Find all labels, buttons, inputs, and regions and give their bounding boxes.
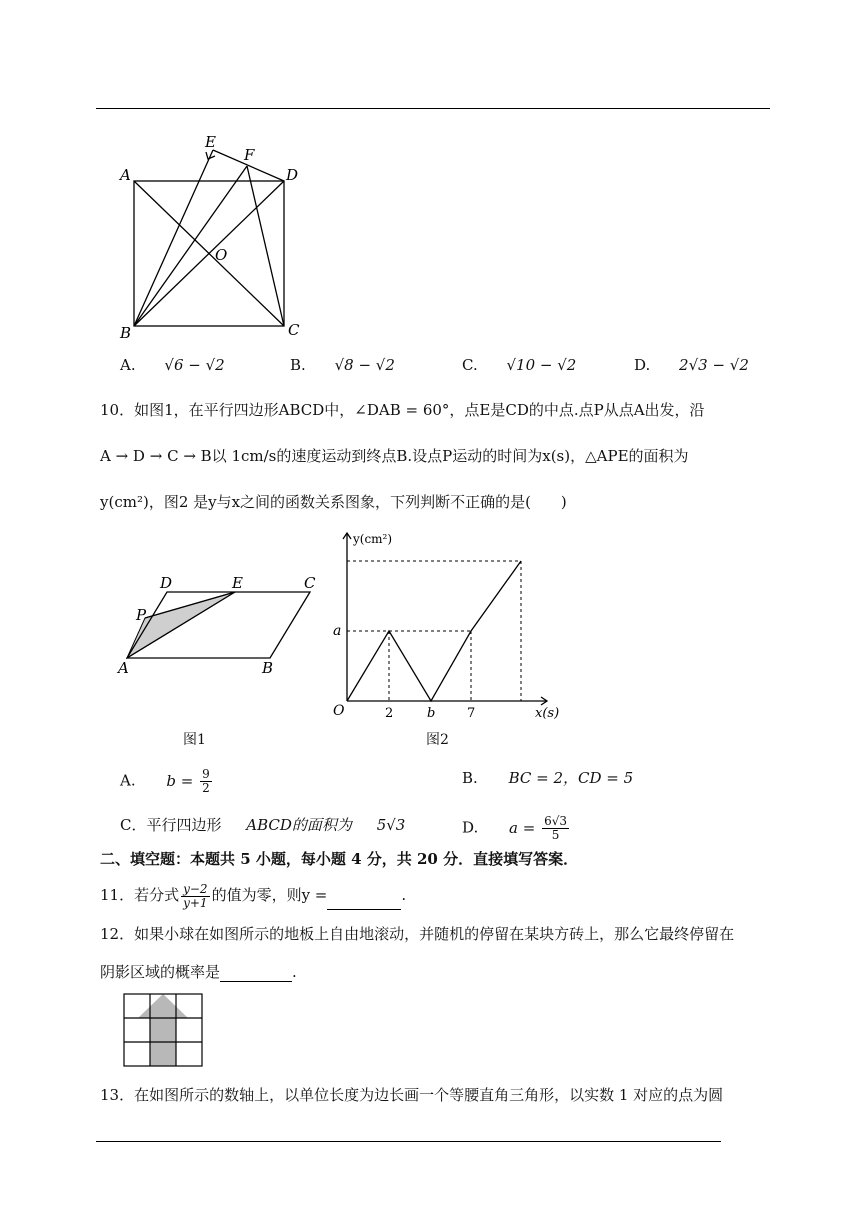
- label-O: O: [215, 246, 228, 264]
- label-E: E: [205, 133, 216, 151]
- function-graph: [325, 525, 565, 730]
- fraction: $\frac{9}{2}$: [202, 767, 210, 795]
- square-figure: [110, 130, 310, 345]
- q10-option-b[interactable]: B. BC = 2，CD = 5: [462, 769, 634, 787]
- q9-option-c[interactable]: C. √10 − √2: [462, 356, 577, 374]
- q12-line-1: 12．如果小球在如图所示的地板上自由地滚动，并随机的停留在某块方砖上，那么它最终停留在: [100, 925, 735, 943]
- label-E: E: [232, 574, 243, 592]
- q9-option-d[interactable]: D. 2√3 − √2: [634, 356, 749, 374]
- label-C: C: [304, 574, 316, 592]
- q13-line-1: 13．在如图所示的数轴上，以单位长度为边长画一个等腰直角三角形，以实数 1 对应的点为圆: [100, 1086, 724, 1104]
- q12-line-2: 阴影区域的概率是 .: [100, 963, 297, 981]
- y-tick-a: a: [333, 623, 342, 639]
- label-D: D: [286, 166, 299, 184]
- x-axis-label: x(s): [535, 706, 560, 721]
- label-P: P: [136, 606, 147, 624]
- q10-option-a[interactable]: A. b = $\frac{9}{2}$: [120, 767, 210, 795]
- q11: 11．若分式 $\frac{y-2}{y+1}$ 的值为零，则y = .: [100, 881, 407, 910]
- y-axis-label: y(cm²): [353, 532, 393, 546]
- label-A: A: [118, 659, 129, 677]
- label-F: F: [244, 146, 255, 164]
- label-B: B: [262, 659, 274, 677]
- floor-tiles-figure: [120, 990, 206, 1070]
- x-tick-7: 7: [467, 706, 476, 721]
- label-C: C: [288, 321, 300, 339]
- label-B: B: [120, 324, 132, 342]
- header-rule: [96, 108, 770, 109]
- q10-option-c[interactable]: C．平行四边形 ABCD的面积为 5√3: [120, 816, 406, 834]
- origin-label: O: [333, 703, 345, 719]
- q10-line-3: y(cm²)，图2 是y与x之间的函数关系图象，下列判断不正确的是( ): [100, 493, 567, 511]
- q9-option-a[interactable]: A. √6 − √2: [120, 356, 225, 374]
- q10-option-d[interactable]: D. a = $\frac{6√3}{5}$: [462, 814, 568, 842]
- q10-line-2: A → D → C → B以 1cm/s的速度运动到终点B.设点P运动的时间为x(s)，△APE的面积为: [100, 447, 689, 465]
- footer-rule: [96, 1141, 721, 1142]
- parallelogram-figure: [110, 570, 330, 680]
- section-2-title: 二、填空题：本题共 5 小题，每小题 4 分，共 20 分．直接填写答案．: [100, 850, 579, 868]
- shaded-arrow: [138, 994, 188, 1066]
- answer-blank[interactable]: [327, 909, 401, 910]
- fraction: $\frac{6√3}{5}$: [544, 814, 568, 842]
- x-tick-b: b: [427, 706, 436, 721]
- q10-line-1: 10．如图1，在平行四边形ABCD中，∠DAB = 60°，点E是CD的中点.点P从点A出发，沿: [100, 401, 705, 419]
- answer-blank[interactable]: [220, 981, 292, 982]
- label-D: D: [160, 574, 173, 592]
- fig2-caption: 图2: [426, 732, 449, 748]
- q9-option-b[interactable]: B. √8 − √2: [290, 356, 395, 374]
- x-tick-2: 2: [385, 706, 394, 721]
- fraction: $\frac{y-2}{y+1}$: [183, 881, 208, 910]
- fig1-caption: 图1: [183, 732, 206, 748]
- label-A: A: [120, 166, 131, 184]
